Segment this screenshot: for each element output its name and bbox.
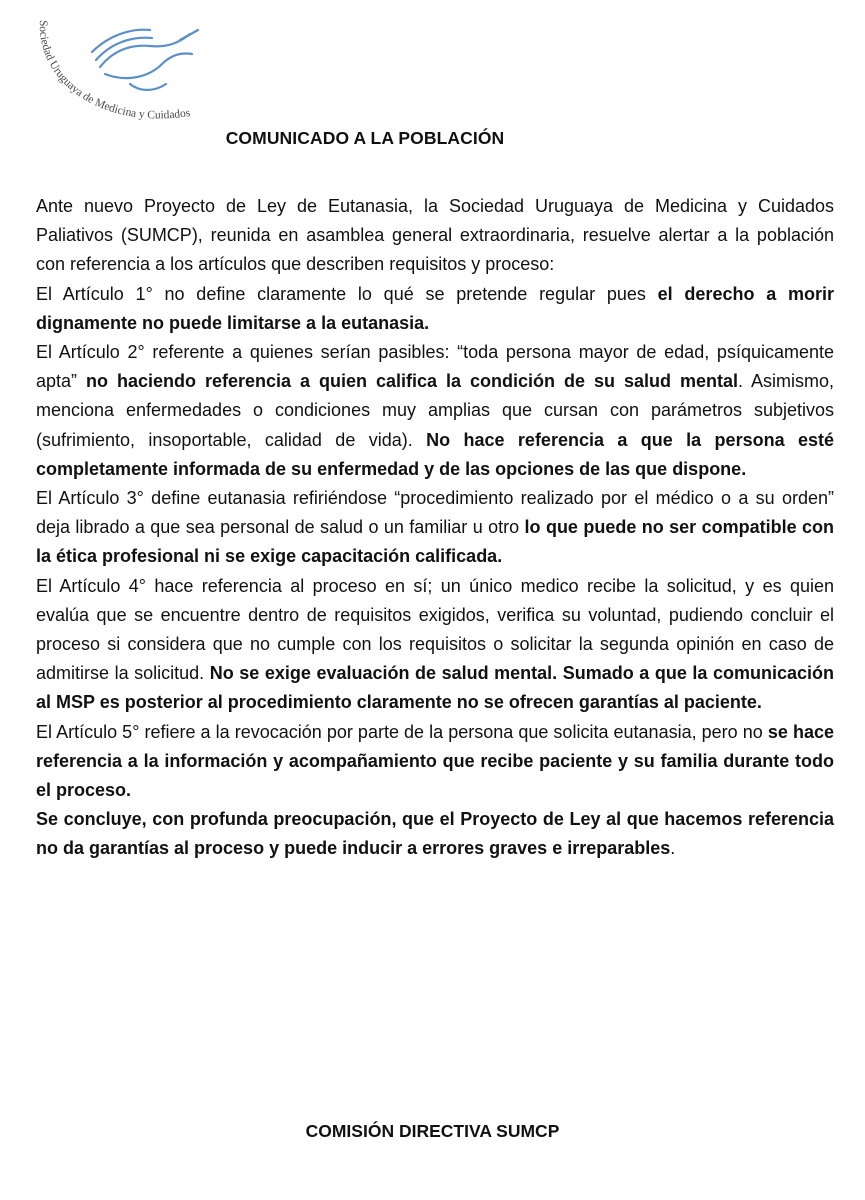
paragraph	[36, 192, 834, 280]
paragraph	[36, 484, 834, 572]
text-run: .	[670, 838, 676, 859]
svg-text:Sociedad Uruguaya de Medicina	[30, 12, 192, 121]
paragraph	[36, 338, 834, 484]
signature: COMISIÓN DIRECTIVA SUMCP	[305, 1121, 560, 1141]
sumcp-logo	[30, 12, 210, 142]
paragraph	[36, 280, 834, 338]
text-run: El Artículo 4° hace referencia al proceso en sí; un único medico recibe la solicitud, y es quien evalúa que se encuentre dentro de requisitos exigidos, verifica su voluntad, pudiendo concluir el proceso si considera que no cumple con los requisitos o solicitar la segunda opinión en caso de admitirse la solicitud.	[36, 575, 834, 684]
bold-text: no haciendo referencia a quien califica la condición de su salud mental	[86, 371, 738, 392]
page-title: COMUNICADO A LA POBLACIÓN	[225, 128, 505, 148]
paragraph	[36, 805, 834, 863]
text-run: . Asimismo, menciona enfermedades o condiciones muy amplias que cursan con parámetros subjetivos (sufrimiento, insoportable, calidad de vida).	[36, 371, 834, 450]
paragraph	[36, 718, 834, 806]
bold-text: No hace referencia a que la persona esté completamente informada de su enfermedad y de las opciones de las que dispone.	[36, 429, 834, 479]
bold-text: se hace referencia a la información y acompañamiento que recibe paciente y su familia durante todo el proceso.	[36, 721, 834, 801]
text-run: El Artículo 5° refiere a la revocación por parte de la persona que solicita eutanasia, pero no	[36, 721, 768, 742]
dove-icon	[30, 12, 210, 142]
communique-body	[36, 192, 834, 864]
bold-text: lo que puede no ser compatible con la ética profesional ni se exige capacitación calificada.	[36, 517, 835, 567]
logo-text: Sociedad Uruguaya de Medicina y Cuidados	[36, 19, 192, 122]
text-run: El Artículo 2° referente a quienes serían pasibles: “toda persona mayor de edad, psíquicamente apta”	[36, 342, 834, 392]
text-run: El Artículo 3° define eutanasia refiriéndose “procedimiento realizado por el médico o a su orden” deja librado a que sea personal de salud o un familiar u otro	[36, 488, 834, 538]
bold-text: Se concluye, con profunda preocupación, que el Proyecto de Ley al que hacemos referencia no da garantías al proceso y puede inducir a errores graves e irreparables	[36, 809, 834, 859]
bold-text: el derecho a morir dignamente no puede limitarse a la eutanasia.	[36, 283, 834, 333]
paragraph	[36, 572, 834, 718]
text-run: El Artículo 1° no define claramente lo qué se pretende regular pues	[36, 283, 658, 304]
text-run: Ante nuevo Proyecto de Ley de Eutanasia, la Sociedad Uruguaya de Medicina y Cuidados Paliativos (SUMCP), reunida en asamblea general extraordinaria, resuelve alertar a la población con referencia a los artículos que describen requisitos y proceso:	[36, 196, 834, 275]
bold-text: No se exige evaluación de salud mental. Sumado a que la comunicación al MSP es posterior al procedimiento claramente no se ofrecen garantías al paciente.	[36, 663, 834, 713]
